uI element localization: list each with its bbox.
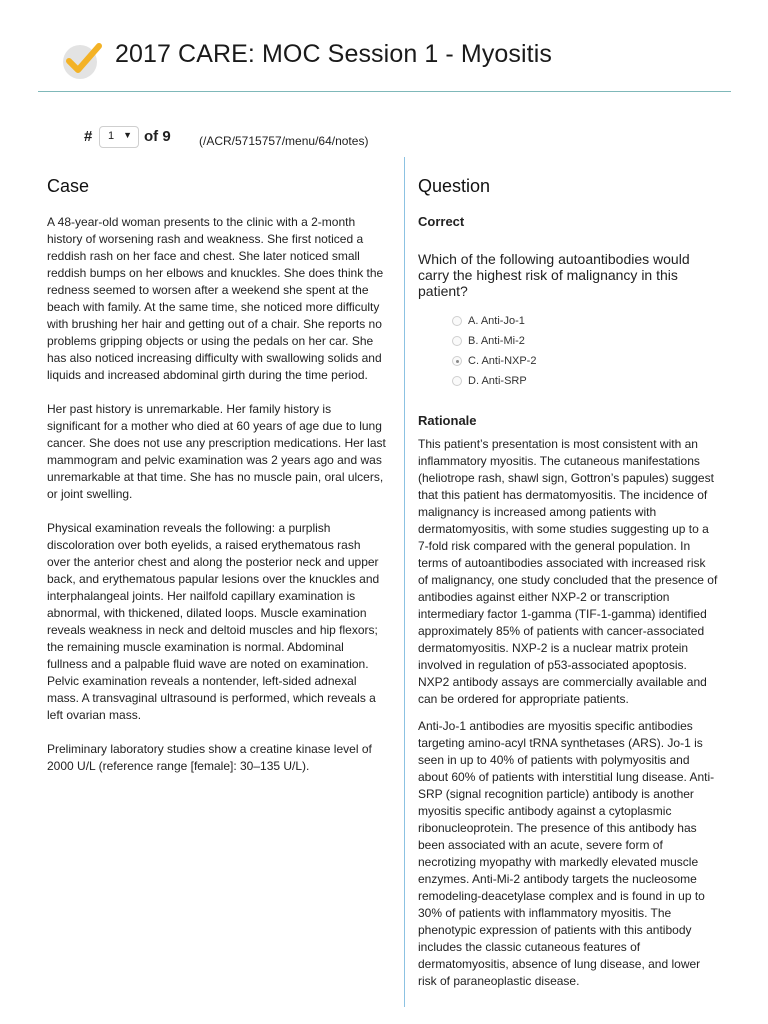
answer-option-label: B. Anti-Mi-2 (468, 335, 525, 347)
answer-option-c[interactable] (452, 353, 718, 373)
rationale-heading: Rationale (418, 413, 477, 428)
answer-option-b[interactable] (452, 333, 718, 353)
case-paragraph: Preliminary laboratory studies show a creatine kinase level of 2000 U/L (reference range [female]: 30–135 U/L). (47, 742, 372, 773)
answer-option-label: A. Anti-Jo-1 (468, 315, 525, 327)
rationale-paragraph: Anti-Jo-1 antibodies are myositis specific antibodies targeting amino-acyl tRNA synthetases (ARS). Jo-1 is seen in up to 40% of patients with polymyositis and about 60% of patients with interstitial lung disease. Anti-SRP (signal recognition particle) antibody is another myositis specific antibody against a cytoplasmic ribonucleoprotein. The presence of this antibody has been associated with an acute, severe form of necrotizing myopathy with markedly elevated muscle enzymes. Anti-Mi-2 antibody targets the nucleosome remodeling-deacetylase complex and is found in up to 30% of patients with inflammatory myositis. The phenotypic expression of patients with this antibody includes the classic cutaneous features of dermatomyositis, absence of lung disease, and lower risk of paraneoplastic disease. (418, 719, 715, 988)
rationale-body (418, 436, 718, 990)
column-divider (404, 157, 405, 1007)
answer-option-d[interactable] (452, 373, 718, 393)
caret-down-icon: ▼ (123, 130, 132, 140)
case-paragraph: Physical examination reveals the following: a purplish discoloration over both eyelids, a raised erythematous rash over the anterior chest and along the posterior neck and upper back, and erythematous papular lesions over the knuckles and interphalangeal joints. Her nailfold capillary examination is abnormal, with thickened, dilated loops. Muscle examination reveals weakness in neck and deltoid muscles and hip flexors; the remaining muscle examination is normal. Abdominal fullness and a palpable fluid wave are noted on examination. Pelvic examination reveals a nontender, left-sided adnexal mass. A transvaginal ultrasound is performed, which reveals a left ovarian mass. (47, 521, 380, 722)
answer-status: Correct (418, 214, 465, 229)
notes-path-link[interactable]: (/ACR/5715757/menu/64/notes) (199, 134, 369, 148)
question-number-select[interactable] (99, 126, 139, 148)
page-header (0, 0, 768, 92)
question-heading: Question (418, 176, 491, 196)
answer-option-label: C. Anti-NXP-2 (468, 355, 537, 367)
radio-button[interactable] (452, 376, 462, 386)
radio-button[interactable] (452, 316, 462, 326)
case-paragraph: Her past history is unremarkable. Her family history is significant for a mother who died at 60 years of age due to lung cancer. She does not use any prescription medications. Her last mammogram and pelvic examination was 2 years ago and was unremarkable at that time. She has no muscle pain, oral ulcers, or joint swelling. (47, 402, 386, 501)
question-text: Which of the following autoantibodies would carry the highest risk of malignancy in this patient? (418, 251, 690, 299)
pager-total: of 9 (144, 128, 171, 145)
case-body (47, 214, 387, 792)
question-panel (418, 214, 718, 1000)
pager-hash: # (84, 128, 93, 145)
page-title: 2017 CARE: MOC Session 1 - Myositis (115, 40, 552, 68)
case-paragraph: A 48-year-old woman presents to the clinic with a 2-month history of worsening rash and weakness. She first noticed a reddish rash on her face and chest. She later noticed small reddish bumps on her elbows and knuckles. She does think the redness seemed to worsen after a weekend she spent at the beach with family. At the same time, she noticed more difficulty with brushing her hair and getting out of a chair. She reports no problems gripping objects or using the pedals on her car. She has also noticed increasing difficulty with swallowing solids and liquids and increased abdominal girth during the time period. (47, 215, 384, 382)
answer-option-a[interactable] (452, 313, 718, 333)
case-heading: Case (47, 176, 90, 196)
question-number-value: 1 (108, 130, 115, 142)
checkmark-badge-icon (60, 38, 104, 82)
rationale-paragraph: This patient’s presentation is most consistent with an inflammatory myositis. The cutaneous manifestations (heliotrope rash, shawl sign, Gottron’s papules) suggest that this patient has dermatomyositis. The incidence of malignancy is increased among patients with dermatomyositis, with some studies suggesting up to a 7-fold risk compared with the general population. In terms of autoantibodies associated with increased risk of malignancy, one study concluded that the presence of antibodies against either NXP-2 or transcription intermediary factor 1-gamma (TIF-1-gamma) identified approximately 85% of patients with cancer-associated dermatomyositis. NXP-2 is a nuclear matrix protein involved in regulation of p53-associated apoptosis. NXP2 antibody assays are commercially available and can be ordered for appropriate patients. (418, 437, 718, 706)
answer-options (452, 313, 718, 393)
answer-option-label: D. Anti-SRP (468, 375, 527, 387)
radio-button-selected[interactable] (452, 356, 462, 366)
header-divider (38, 91, 731, 92)
radio-button[interactable] (452, 336, 462, 346)
